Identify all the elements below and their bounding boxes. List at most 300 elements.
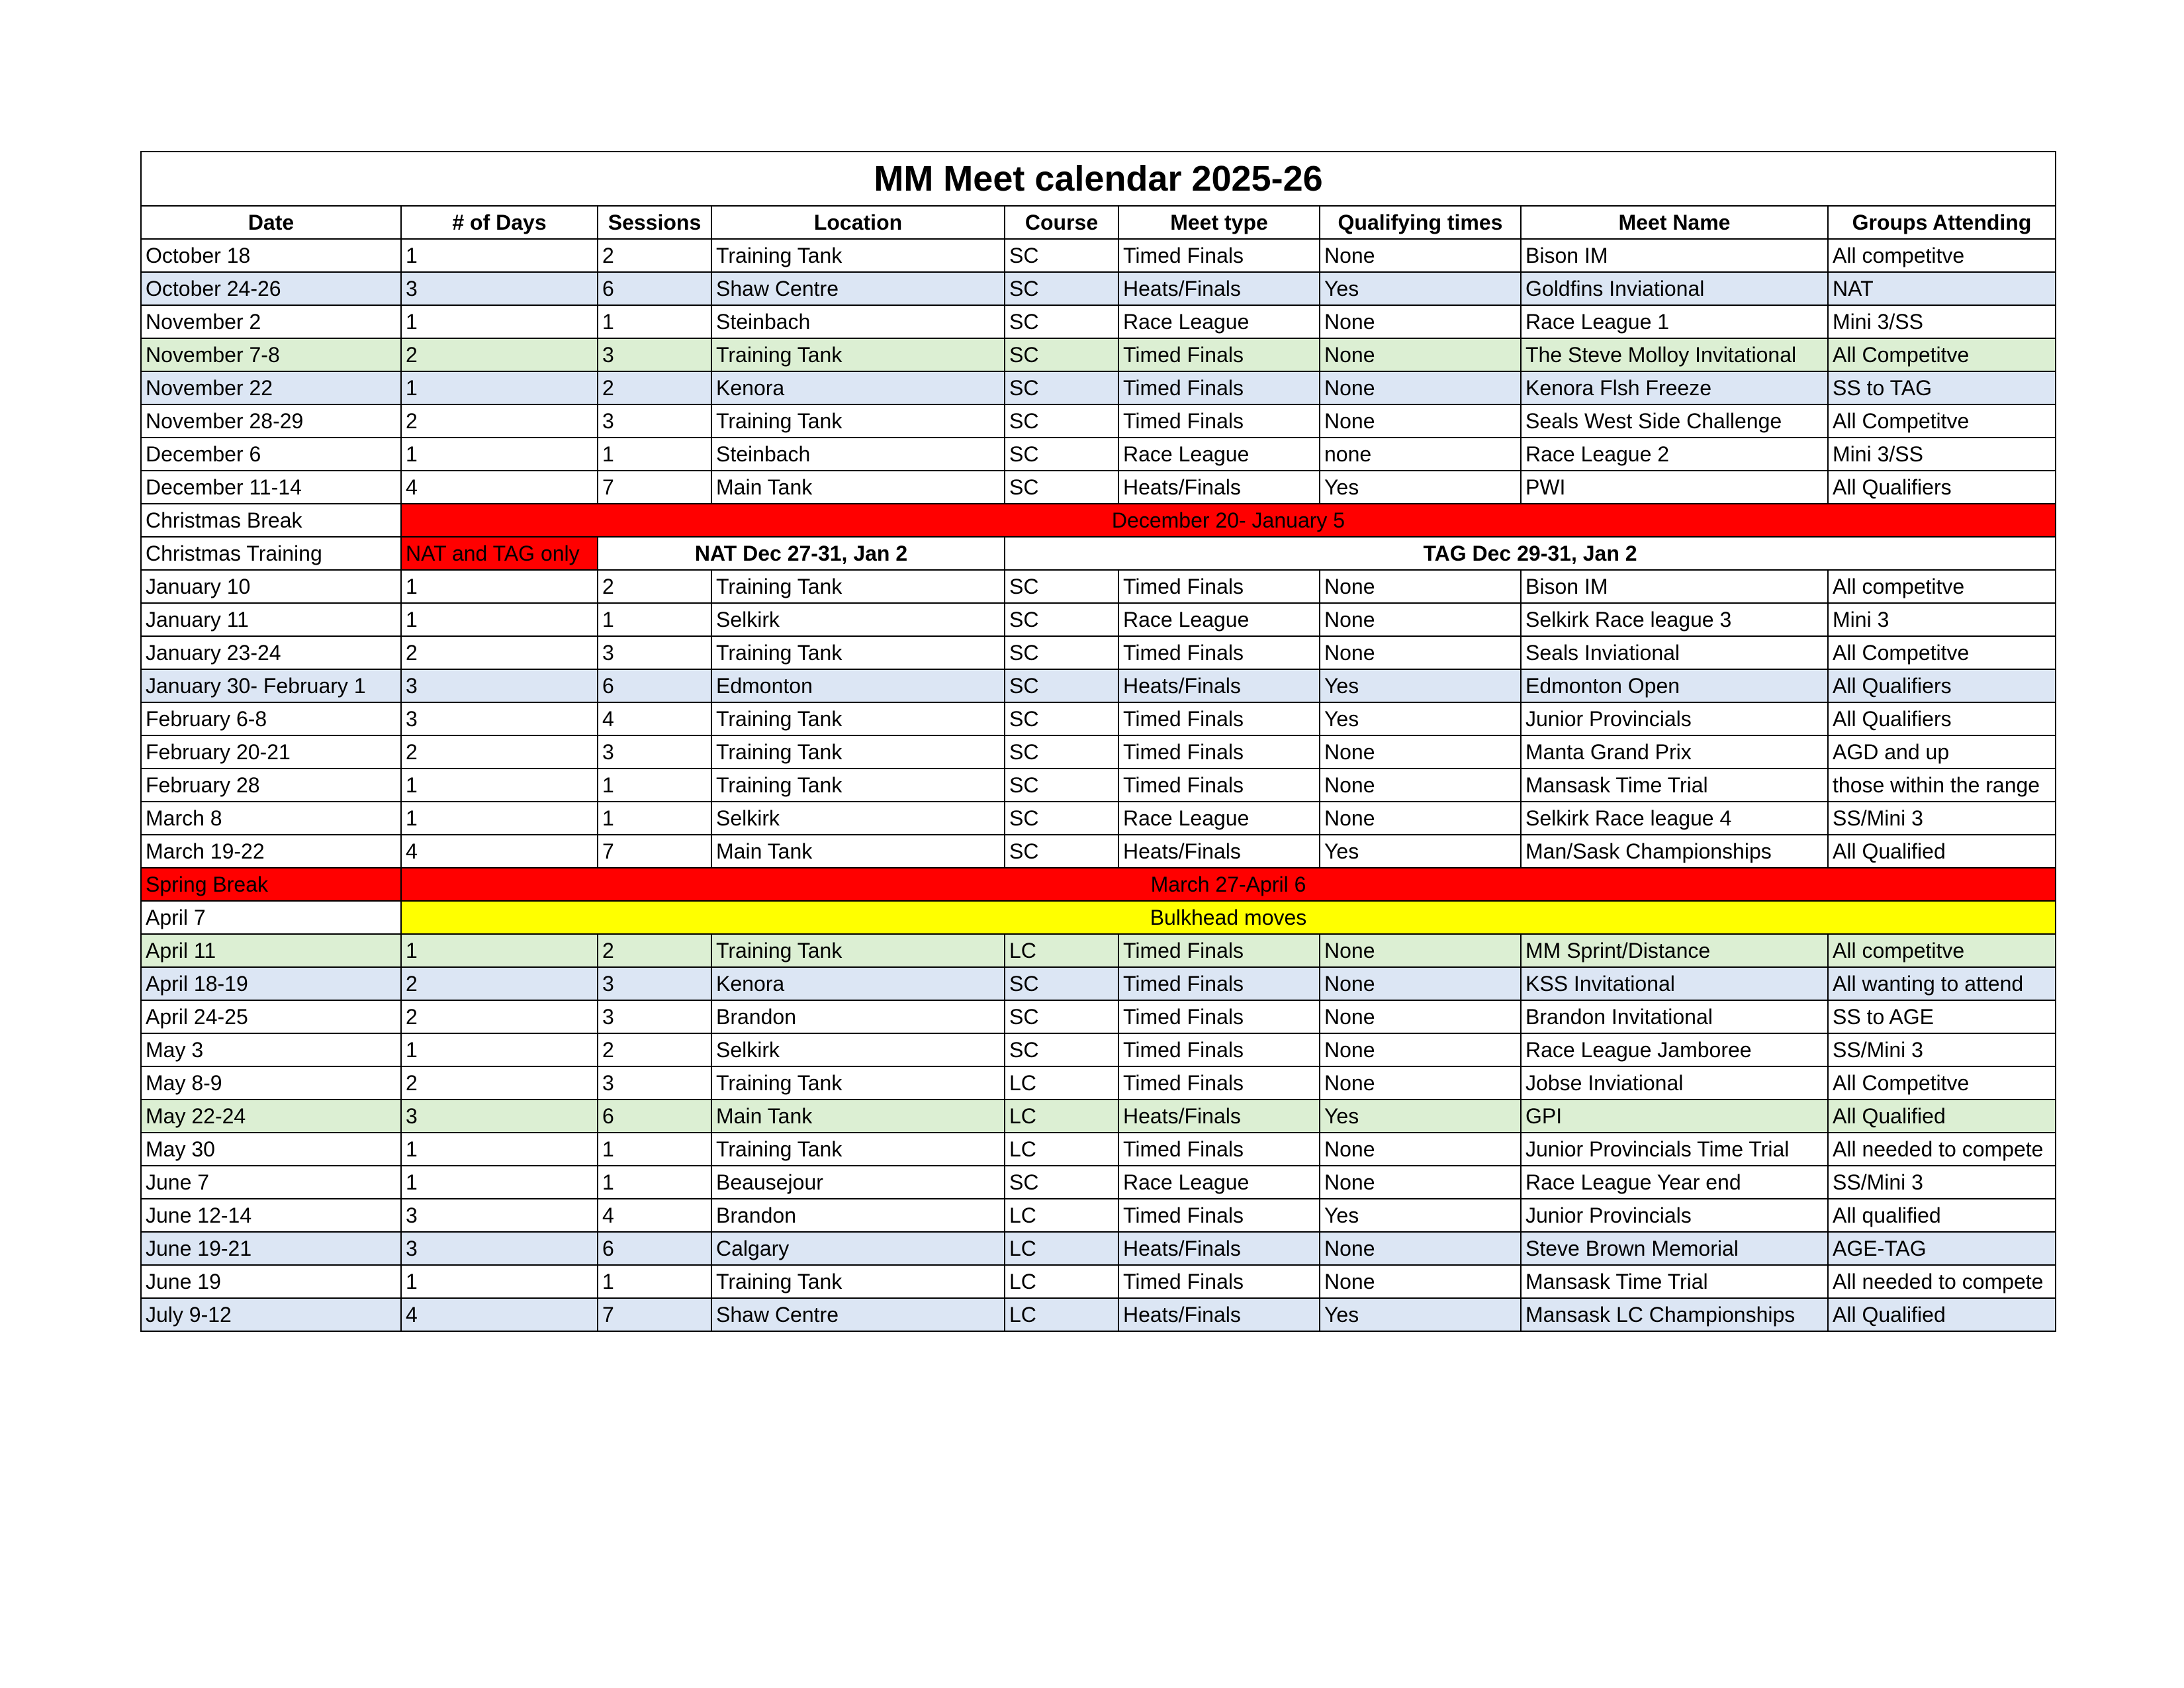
table-row: [141, 471, 2056, 504]
meet-type-cell: Timed Finals: [1118, 239, 1320, 272]
meet-name-cell: Steve Brown Memorial: [1521, 1232, 1828, 1265]
christmas-training-note: NAT and TAG only: [401, 537, 598, 570]
meet-name-cell: Mansask LC Championships: [1521, 1298, 1828, 1331]
meet-name-cell: Selkirk Race league 4: [1521, 802, 1828, 835]
sessions-cell: 1: [598, 769, 711, 802]
date-cell: April 11: [141, 934, 401, 967]
bulkhead-date: April 7: [141, 901, 401, 934]
table-row: [141, 669, 2056, 702]
sessions-cell: 4: [598, 702, 711, 735]
christmas-break-row: [141, 504, 2056, 537]
course-cell: SC: [1005, 404, 1118, 438]
meet-name-cell: Junior Provincials: [1521, 702, 1828, 735]
groups-cell: All Qualifiers: [1828, 669, 2056, 702]
table-row: [141, 1033, 2056, 1066]
groups-cell: SS/Mini 3: [1828, 802, 2056, 835]
meet-name-cell: The Steve Molloy Invitational: [1521, 338, 1828, 371]
course-cell: SC: [1005, 305, 1118, 338]
location-cell: Main Tank: [711, 835, 1005, 868]
groups-cell: All Competitve: [1828, 404, 2056, 438]
groups-cell: All Qualified: [1828, 835, 2056, 868]
sessions-cell: 3: [598, 1066, 711, 1100]
date-cell: May 30: [141, 1133, 401, 1166]
days-cell: 1: [401, 239, 598, 272]
meet-type-cell: Timed Finals: [1118, 1000, 1320, 1033]
table-row: [141, 1133, 2056, 1166]
location-cell: Training Tank: [711, 1265, 1005, 1298]
meet-type-cell: Race League: [1118, 802, 1320, 835]
groups-cell: All Competitve: [1828, 338, 2056, 371]
sessions-cell: 2: [598, 371, 711, 404]
groups-cell: All competitve: [1828, 570, 2056, 603]
days-cell: 3: [401, 1100, 598, 1133]
table-row: [141, 371, 2056, 404]
groups-cell: All Qualifiers: [1828, 471, 2056, 504]
groups-cell: All Qualified: [1828, 1298, 2056, 1331]
course-cell: LC: [1005, 1232, 1118, 1265]
date-cell: November 2: [141, 305, 401, 338]
groups-cell: SS/Mini 3: [1828, 1033, 2056, 1066]
sessions-cell: 3: [598, 636, 711, 669]
date-cell: February 28: [141, 769, 401, 802]
location-cell: Shaw Centre: [711, 1298, 1005, 1331]
location-cell: Training Tank: [711, 1133, 1005, 1166]
location-cell: Training Tank: [711, 934, 1005, 967]
location-cell: Training Tank: [711, 338, 1005, 371]
location-cell: Training Tank: [711, 570, 1005, 603]
meet-type-cell: Timed Finals: [1118, 371, 1320, 404]
date-cell: April 24-25: [141, 1000, 401, 1033]
table-row: [141, 1298, 2056, 1331]
meet-name-cell: Manta Grand Prix: [1521, 735, 1828, 769]
course-cell: SC: [1005, 967, 1118, 1000]
date-cell: April 18-19: [141, 967, 401, 1000]
meet-type-cell: Timed Finals: [1118, 1066, 1320, 1100]
column-header-location: Location: [711, 206, 1005, 239]
days-cell: 1: [401, 1265, 598, 1298]
days-cell: 1: [401, 769, 598, 802]
groups-cell: Mini 3/SS: [1828, 305, 2056, 338]
date-cell: October 18: [141, 239, 401, 272]
table-row: [141, 305, 2056, 338]
qualifying-times-cell: None: [1320, 1066, 1521, 1100]
course-cell: SC: [1005, 338, 1118, 371]
course-cell: SC: [1005, 570, 1118, 603]
course-cell: SC: [1005, 636, 1118, 669]
christmas-break-dates: December 20- January 5: [401, 504, 2056, 537]
course-cell: LC: [1005, 1100, 1118, 1133]
table-row: [141, 636, 2056, 669]
days-cell: 4: [401, 835, 598, 868]
table-row: [141, 934, 2056, 967]
date-cell: May 22-24: [141, 1100, 401, 1133]
date-cell: June 12-14: [141, 1199, 401, 1232]
qualifying-times-cell: None: [1320, 1265, 1521, 1298]
column-header-meet-name: Meet Name: [1521, 206, 1828, 239]
course-cell: LC: [1005, 934, 1118, 967]
header-row: [141, 206, 2056, 239]
date-cell: January 30- February 1: [141, 669, 401, 702]
sessions-cell: 7: [598, 471, 711, 504]
course-cell: LC: [1005, 1133, 1118, 1166]
meet-type-cell: Timed Finals: [1118, 570, 1320, 603]
course-cell: SC: [1005, 702, 1118, 735]
table-row: [141, 967, 2056, 1000]
location-cell: Steinbach: [711, 305, 1005, 338]
meet-type-cell: Timed Finals: [1118, 1133, 1320, 1166]
meet-name-cell: Mansask Time Trial: [1521, 1265, 1828, 1298]
location-cell: Brandon: [711, 1199, 1005, 1232]
meet-type-cell: Race League: [1118, 438, 1320, 471]
sessions-cell: 3: [598, 404, 711, 438]
meet-type-cell: Timed Finals: [1118, 769, 1320, 802]
sessions-cell: 6: [598, 669, 711, 702]
date-cell: July 9-12: [141, 1298, 401, 1331]
location-cell: Brandon: [711, 1000, 1005, 1033]
groups-cell: NAT: [1828, 272, 2056, 305]
sessions-cell: 2: [598, 1033, 711, 1066]
course-cell: SC: [1005, 603, 1118, 636]
qualifying-times-cell: Yes: [1320, 272, 1521, 305]
course-cell: SC: [1005, 835, 1118, 868]
meet-type-cell: Race League: [1118, 305, 1320, 338]
groups-cell: All Competitve: [1828, 1066, 2056, 1100]
course-cell: SC: [1005, 272, 1118, 305]
groups-cell: All needed to compete: [1828, 1133, 2056, 1166]
meet-type-cell: Heats/Finals: [1118, 1100, 1320, 1133]
course-cell: SC: [1005, 1000, 1118, 1033]
sessions-cell: 3: [598, 967, 711, 1000]
meet-name-cell: Kenora Flsh Freeze: [1521, 371, 1828, 404]
qualifying-times-cell: Yes: [1320, 471, 1521, 504]
days-cell: 2: [401, 967, 598, 1000]
qualifying-times-cell: Yes: [1320, 1100, 1521, 1133]
location-cell: Edmonton: [711, 669, 1005, 702]
meet-name-cell: Selkirk Race league 3: [1521, 603, 1828, 636]
course-cell: SC: [1005, 735, 1118, 769]
days-cell: 3: [401, 1232, 598, 1265]
qualifying-times-cell: None: [1320, 305, 1521, 338]
location-cell: Main Tank: [711, 1100, 1005, 1133]
course-cell: LC: [1005, 1199, 1118, 1232]
days-cell: 1: [401, 371, 598, 404]
days-cell: 2: [401, 1000, 598, 1033]
course-cell: LC: [1005, 1298, 1118, 1331]
days-cell: 2: [401, 1066, 598, 1100]
days-cell: 3: [401, 272, 598, 305]
date-cell: December 6: [141, 438, 401, 471]
location-cell: Training Tank: [711, 636, 1005, 669]
table-row: [141, 1100, 2056, 1133]
sessions-cell: 6: [598, 1232, 711, 1265]
meet-type-cell: Heats/Finals: [1118, 471, 1320, 504]
sessions-cell: 6: [598, 1100, 711, 1133]
location-cell: Training Tank: [711, 702, 1005, 735]
table-row: [141, 735, 2056, 769]
meet-name-cell: Goldfins Inviational: [1521, 272, 1828, 305]
qualifying-times-cell: none: [1320, 438, 1521, 471]
meet-name-cell: MM Sprint/Distance: [1521, 934, 1828, 967]
table-row: [141, 272, 2056, 305]
meet-type-cell: Race League: [1118, 1166, 1320, 1199]
table-row: [141, 1000, 2056, 1033]
column-header-meet-type: Meet type: [1118, 206, 1320, 239]
location-cell: Training Tank: [711, 239, 1005, 272]
qualifying-times-cell: None: [1320, 1033, 1521, 1066]
date-cell: November 28-29: [141, 404, 401, 438]
days-cell: 1: [401, 305, 598, 338]
meet-name-cell: Junior Provincials Time Trial: [1521, 1133, 1828, 1166]
date-cell: December 11-14: [141, 471, 401, 504]
groups-cell: All Competitve: [1828, 636, 2056, 669]
spring-break-label: Spring Break: [141, 868, 401, 901]
column-header-date: Date: [141, 206, 401, 239]
course-cell: SC: [1005, 669, 1118, 702]
meet-type-cell: Timed Finals: [1118, 1265, 1320, 1298]
meet-name-cell: Bison IM: [1521, 239, 1828, 272]
days-cell: 4: [401, 471, 598, 504]
sessions-cell: 4: [598, 1199, 711, 1232]
days-cell: 3: [401, 1199, 598, 1232]
meet-type-cell: Timed Finals: [1118, 338, 1320, 371]
date-cell: February 6-8: [141, 702, 401, 735]
christmas-training-nat: NAT Dec 27-31, Jan 2: [598, 537, 1005, 570]
christmas-training-tag: TAG Dec 29-31, Jan 2: [1005, 537, 2056, 570]
days-cell: 2: [401, 636, 598, 669]
groups-cell: SS/Mini 3: [1828, 1166, 2056, 1199]
date-cell: June 7: [141, 1166, 401, 1199]
date-cell: June 19-21: [141, 1232, 401, 1265]
qualifying-times-cell: None: [1320, 1000, 1521, 1033]
table-row: [141, 338, 2056, 371]
qualifying-times-cell: Yes: [1320, 1298, 1521, 1331]
table-row: [141, 1166, 2056, 1199]
table-row: [141, 603, 2056, 636]
sessions-cell: 1: [598, 1133, 711, 1166]
qualifying-times-cell: None: [1320, 404, 1521, 438]
qualifying-times-cell: Yes: [1320, 835, 1521, 868]
location-cell: Training Tank: [711, 769, 1005, 802]
groups-cell: All qualified: [1828, 1199, 2056, 1232]
meet-name-cell: Race League Jamboree: [1521, 1033, 1828, 1066]
groups-cell: SS to AGE: [1828, 1000, 2056, 1033]
days-cell: 1: [401, 1133, 598, 1166]
meet-type-cell: Timed Finals: [1118, 967, 1320, 1000]
table-row: [141, 835, 2056, 868]
table-row: [141, 702, 2056, 735]
sessions-cell: 1: [598, 1265, 711, 1298]
meet-type-cell: Timed Finals: [1118, 636, 1320, 669]
course-cell: SC: [1005, 471, 1118, 504]
meet-type-cell: Timed Finals: [1118, 934, 1320, 967]
groups-cell: AGD and up: [1828, 735, 2056, 769]
location-cell: Steinbach: [711, 438, 1005, 471]
table-row: [141, 1232, 2056, 1265]
qualifying-times-cell: None: [1320, 1232, 1521, 1265]
column-header-course: Course: [1005, 206, 1118, 239]
table-row: [141, 438, 2056, 471]
location-cell: Calgary: [711, 1232, 1005, 1265]
location-cell: Selkirk: [711, 802, 1005, 835]
groups-cell: those within the range: [1828, 769, 2056, 802]
groups-cell: Mini 3: [1828, 603, 2056, 636]
spring-break-dates: March 27-April 6: [401, 868, 2056, 901]
qualifying-times-cell: Yes: [1320, 669, 1521, 702]
date-cell: June 19: [141, 1265, 401, 1298]
sessions-cell: 3: [598, 735, 711, 769]
meet-name-cell: GPI: [1521, 1100, 1828, 1133]
qualifying-times-cell: None: [1320, 769, 1521, 802]
title-row: [141, 152, 2056, 206]
sessions-cell: 1: [598, 438, 711, 471]
qualifying-times-cell: None: [1320, 570, 1521, 603]
days-cell: 1: [401, 1166, 598, 1199]
groups-cell: All needed to compete: [1828, 1265, 2056, 1298]
spring-break-row: [141, 868, 2056, 901]
groups-cell: All Qualifiers: [1828, 702, 2056, 735]
qualifying-times-cell: None: [1320, 967, 1521, 1000]
location-cell: Beausejour: [711, 1166, 1005, 1199]
meet-name-cell: Race League Year end: [1521, 1166, 1828, 1199]
sessions-cell: 7: [598, 835, 711, 868]
course-cell: SC: [1005, 239, 1118, 272]
date-cell: October 24-26: [141, 272, 401, 305]
course-cell: SC: [1005, 371, 1118, 404]
table-row: [141, 239, 2056, 272]
column-header-groups-attending: Groups Attending: [1828, 206, 2056, 239]
page-title: MM Meet calendar 2025-26: [141, 152, 2056, 206]
course-cell: LC: [1005, 1066, 1118, 1100]
table-row: [141, 404, 2056, 438]
days-cell: 3: [401, 702, 598, 735]
sessions-cell: 1: [598, 305, 711, 338]
meet-type-cell: Timed Finals: [1118, 735, 1320, 769]
groups-cell: All wanting to attend: [1828, 967, 2056, 1000]
date-cell: March 19-22: [141, 835, 401, 868]
days-cell: 2: [401, 338, 598, 371]
column-header-qualifying-times: Qualifying times: [1320, 206, 1521, 239]
meet-name-cell: Brandon Invitational: [1521, 1000, 1828, 1033]
location-cell: Kenora: [711, 371, 1005, 404]
date-cell: May 3: [141, 1033, 401, 1066]
meet-name-cell: Junior Provincials: [1521, 1199, 1828, 1232]
date-cell: November 7-8: [141, 338, 401, 371]
meet-type-cell: Timed Finals: [1118, 1199, 1320, 1232]
location-cell: Selkirk: [711, 1033, 1005, 1066]
date-cell: January 10: [141, 570, 401, 603]
meet-name-cell: Bison IM: [1521, 570, 1828, 603]
date-cell: January 11: [141, 603, 401, 636]
location-cell: Training Tank: [711, 404, 1005, 438]
meet-name-cell: Race League 2: [1521, 438, 1828, 471]
course-cell: SC: [1005, 802, 1118, 835]
qualifying-times-cell: None: [1320, 1166, 1521, 1199]
table-row: [141, 1066, 2056, 1100]
meet-rows-spring-summer: [141, 934, 2056, 1331]
sessions-cell: 2: [598, 934, 711, 967]
days-cell: 1: [401, 603, 598, 636]
location-cell: Training Tank: [711, 1066, 1005, 1100]
date-cell: May 8-9: [141, 1066, 401, 1100]
sessions-cell: 3: [598, 338, 711, 371]
groups-cell: All competitve: [1828, 934, 2056, 967]
days-cell: 3: [401, 669, 598, 702]
location-cell: Main Tank: [711, 471, 1005, 504]
qualifying-times-cell: None: [1320, 735, 1521, 769]
groups-cell: All competitve: [1828, 239, 2056, 272]
sessions-cell: 1: [598, 603, 711, 636]
meet-type-cell: Heats/Finals: [1118, 835, 1320, 868]
meet-type-cell: Timed Finals: [1118, 1033, 1320, 1066]
sessions-cell: 1: [598, 1166, 711, 1199]
meet-name-cell: Jobse Inviational: [1521, 1066, 1828, 1100]
christmas-rows: [141, 504, 2056, 570]
bulkhead-row: [141, 901, 2056, 934]
qualifying-times-cell: None: [1320, 371, 1521, 404]
meet-name-cell: Mansask Time Trial: [1521, 769, 1828, 802]
meet-rows-fall: [141, 239, 2056, 504]
groups-cell: AGE-TAG: [1828, 1232, 2056, 1265]
meet-type-cell: Race League: [1118, 603, 1320, 636]
qualifying-times-cell: None: [1320, 338, 1521, 371]
qualifying-times-cell: None: [1320, 636, 1521, 669]
sessions-cell: 6: [598, 272, 711, 305]
course-cell: SC: [1005, 1033, 1118, 1066]
location-cell: Shaw Centre: [711, 272, 1005, 305]
groups-cell: SS to TAG: [1828, 371, 2056, 404]
meet-name-cell: Man/Sask Championships: [1521, 835, 1828, 868]
sessions-cell: 1: [598, 802, 711, 835]
qualifying-times-cell: None: [1320, 1133, 1521, 1166]
qualifying-times-cell: Yes: [1320, 702, 1521, 735]
qualifying-times-cell: None: [1320, 239, 1521, 272]
table-row: [141, 1199, 2056, 1232]
sessions-cell: 2: [598, 239, 711, 272]
christmas-training-label: Christmas Training: [141, 537, 401, 570]
christmas-training-row: [141, 537, 2056, 570]
column-header-sessions: Sessions: [598, 206, 711, 239]
sessions-cell: 7: [598, 1298, 711, 1331]
days-cell: 1: [401, 438, 598, 471]
meet-name-cell: Edmonton Open: [1521, 669, 1828, 702]
days-cell: 1: [401, 570, 598, 603]
table-row: [141, 570, 2056, 603]
meet-name-cell: KSS Invitational: [1521, 967, 1828, 1000]
meet-rows-winter: [141, 570, 2056, 868]
spring-rows: [141, 868, 2056, 934]
location-cell: Kenora: [711, 967, 1005, 1000]
christmas-break-label: Christmas Break: [141, 504, 401, 537]
bulkhead-text: Bulkhead moves: [401, 901, 2056, 934]
meet-type-cell: Heats/Finals: [1118, 1298, 1320, 1331]
course-cell: LC: [1005, 1265, 1118, 1298]
groups-cell: Mini 3/SS: [1828, 438, 2056, 471]
table-row: [141, 769, 2056, 802]
date-cell: March 8: [141, 802, 401, 835]
meet-type-cell: Heats/Finals: [1118, 669, 1320, 702]
sessions-cell: 3: [598, 1000, 711, 1033]
days-cell: 2: [401, 735, 598, 769]
days-cell: 1: [401, 802, 598, 835]
meet-type-cell: Timed Finals: [1118, 702, 1320, 735]
meet-name-cell: Race League 1: [1521, 305, 1828, 338]
meet-name-cell: Seals Inviational: [1521, 636, 1828, 669]
table-row: [141, 802, 2056, 835]
meet-name-cell: PWI: [1521, 471, 1828, 504]
meet-type-cell: Heats/Finals: [1118, 1232, 1320, 1265]
course-cell: SC: [1005, 769, 1118, 802]
qualifying-times-cell: None: [1320, 603, 1521, 636]
